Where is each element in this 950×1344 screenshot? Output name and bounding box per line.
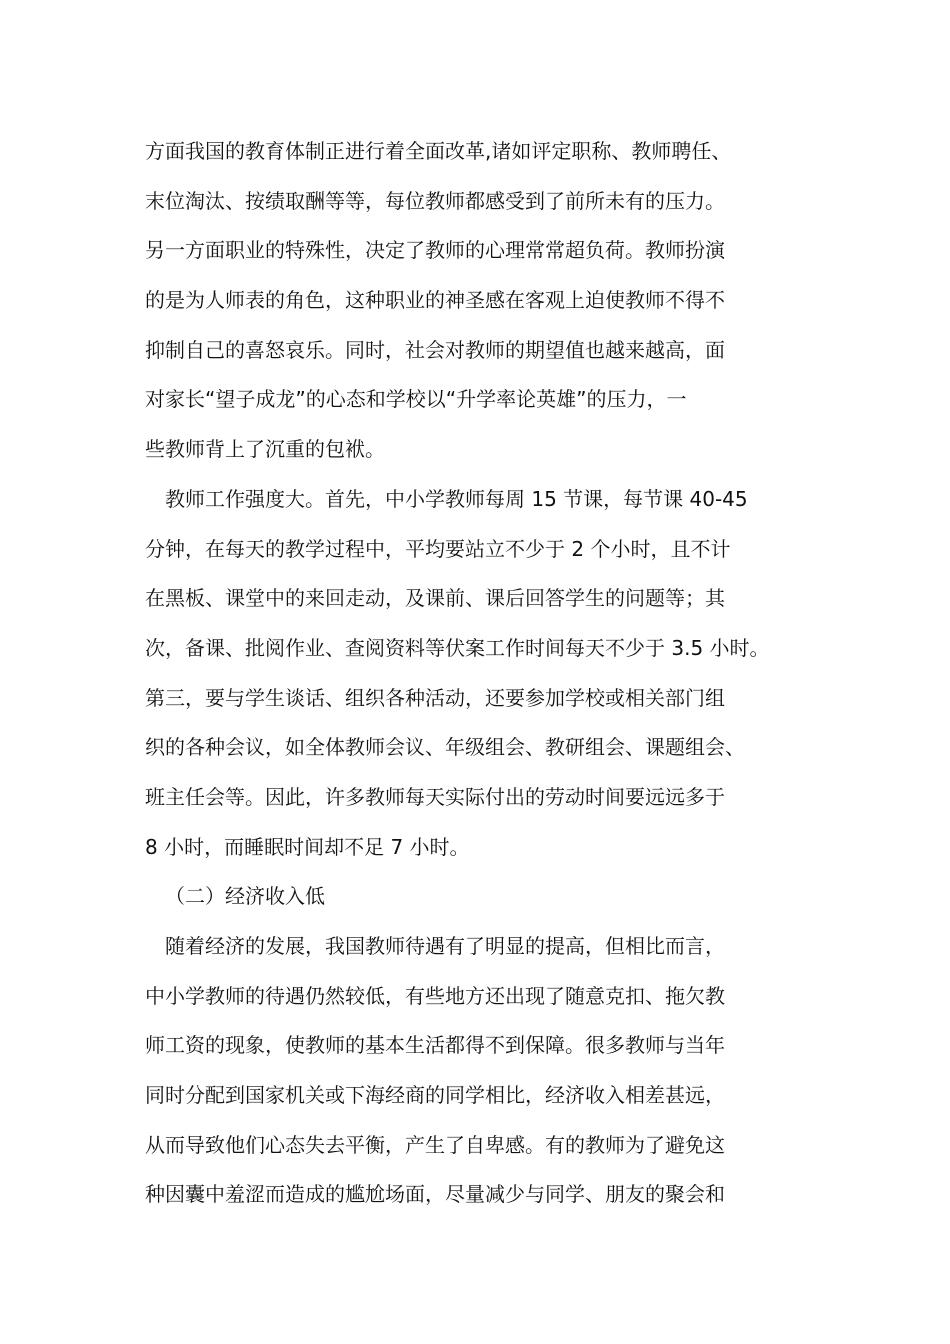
text-line: 从而导致他们心态失去平衡，产生了自卑感。有的教师为了避免这	[145, 1132, 725, 1157]
text-line: 种因囊中羞涩而造成的尴尬场面，尽量减少与同学、朋友的聚会和	[145, 1182, 725, 1207]
text-line: 分钟，在每天的教学过程中，平均要站立不少于 2 个小时，且不计	[145, 536, 731, 561]
text-line: 些教师背上了沉重的包袱。	[145, 437, 385, 462]
text-line: 末位淘汰、按绩取酬等等，每位教师都感受到了前所未有的压力。	[145, 188, 725, 213]
body-text	[145, 127, 835, 1220]
text-line: 8 小时，而睡眠时间却不足 7 小时。	[145, 834, 470, 859]
text-line: 次，备课、批阅作业、查阅资料等伏案工作时间每天不少于 3.5 小时。	[145, 635, 770, 660]
text-line: 另一方面职业的特殊性，决定了教师的心理常常超负荷。教师扮演	[145, 238, 725, 263]
text-line: 织的各种会议，如全体教师会议、年级组会、教研组会、课题组会、	[145, 735, 745, 760]
text-line: 对家长“望子成龙”的心态和学校以“升学率论英雄”的压力，一	[145, 387, 687, 412]
paragraph-start-line: 随着经济的发展，我国教师待遇有了明显的提高，但相比而言，	[165, 934, 725, 958]
text-line: 中小学教师的待遇仍然较低，有些地方还出现了随意克扣、拖欠教	[145, 983, 725, 1008]
text-line: 的是为人师表的角色，这种职业的神圣感在客观上迫使教师不得不	[145, 288, 725, 313]
text-line: 班主任会等。因此，许多教师每天实际付出的劳动时间要远远多于	[145, 784, 725, 809]
paragraph-start-line: 教师工作强度大。首先，中小学教师每周 15 节课，每节课 40-45	[165, 486, 748, 511]
text-line: 第三，要与学生谈话、组织各种活动，还要参加学校或相关部门组	[145, 685, 725, 710]
text-line: 师工资的现象，使教师的基本生活都得不到保障。很多教师与当年	[145, 1033, 725, 1058]
section-heading: （二）经济收入低	[165, 884, 325, 909]
text-line: 抑制自己的喜怒哀乐。同时，社会对教师的期望值也越来越高，面	[145, 337, 725, 362]
text-line: 同时分配到国家机关或下海经商的同学相比，经济收入相差甚远，	[145, 1083, 725, 1108]
text-line: 在黑板、课堂中的来回走动，及课前、课后回答学生的问题等；其	[145, 586, 725, 611]
text-line: 方面我国的教育体制正进行着全面改革,诸如评定职称、教师聘任、	[145, 139, 732, 163]
